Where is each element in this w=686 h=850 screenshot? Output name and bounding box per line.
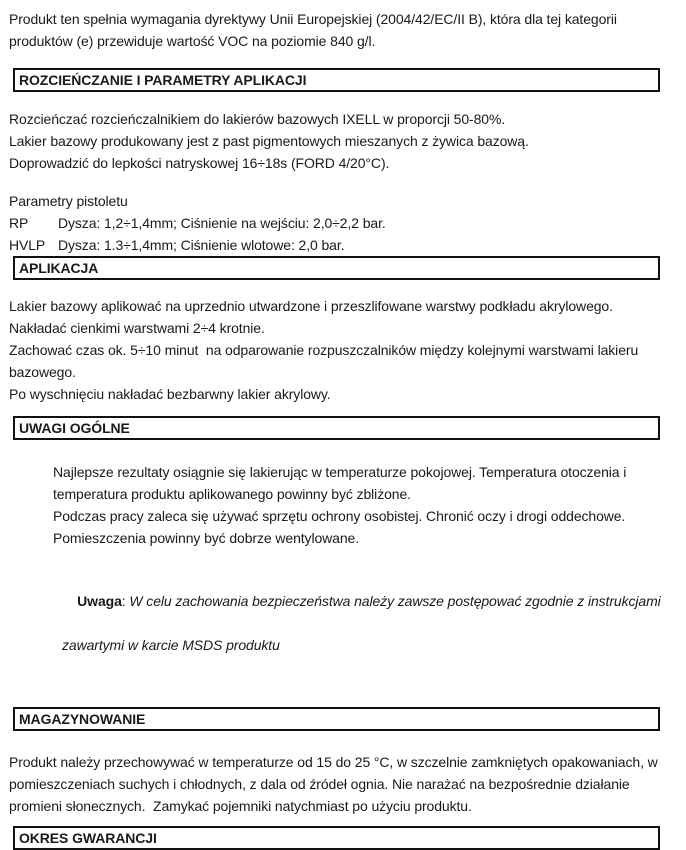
gun-param-row-hvlp [9,234,670,256]
section-title-dilution: ROZCIEŃCZANIE I PARAMETRY APLIKACJI [19,72,307,88]
section-header-application [13,256,660,280]
section-title-warranty: OKRES GWARANCJI [19,830,157,846]
storage-paragraph: Produkt należy przechowywać w temperaturze od 15 do 25 °C, w szczelnie zamkniętych opakowaniach, w pomieszczeniach suchych i chłodnych, z dala od źródeł ognia. Nie narażać na bezpośrednie działanie promieni słonecznych. Zamykać pojemniki natychmiast po użyciu produktu. [9,754,662,814]
section-header-general-notes [13,416,660,440]
dilution-paragraph: Doprowadzić do lepkości natryskowej 16÷18s (FORD 4/20°C). [9,155,390,171]
section-title-application: APLIKACJA [19,260,99,276]
warning-note-label: Uwaga [77,593,122,609]
section-header-warranty [13,826,660,850]
section-title-storage: MAGAZYNOWANIE [19,711,146,727]
dilution-paragraph: Rozcieńczać rozcieńczalnikiem do lakierów bazowych IXELL w proporcji 50-80%. [9,111,506,127]
application-paragraph: Nakładać cienkimi warstwami 2÷4 krotnie. [9,320,265,336]
gun-param-row-rp [9,212,670,234]
dilution-paragraph: Lakier bazowy produkowany jest z past pigmentowych mieszanych z żywica bazową. [9,133,529,149]
application-paragraph: Zachować czas ok. 5÷10 minut na odparowanie rozpuszczalników między kolejnymi warstwami lakieru bazowego. [9,342,642,380]
gun-type-label: RP [9,215,29,231]
gun-type-label: HVLP [9,237,46,253]
warning-note-colon: : [121,593,130,609]
general-note-paragraph: Pomieszczenia powinny być dobrze wentylowane. [53,530,359,546]
section-header-storage [13,707,660,731]
general-note-paragraph: Najlepsze rezultaty osiągnie się lakierując w temperaturze pokojowej. Temperatura otoczenia i temperatura produktu aplikowanego powinny być zbliżone. [53,464,631,502]
general-note-paragraph: Podczas pracy zaleca się używać sprzętu ochrony osobistej. Chronić oczy i drogi oddechowe. [53,508,626,524]
intro-paragraph: Produkt ten spełnia wymagania dyrektywy Unii Europejskiej (2004/42/EC/II B), która dla tej kategorii produktów (e) przewiduje wartość VOC na poziomie 840 g/l. [9,11,621,49]
warning-note-text-line2: zawartymi w karcie MSDS produktu [62,637,280,653]
gun-param-value: Dysza: 1.3÷1,4mm; Ciśnienie wlotowe: 2,0 bar. [58,237,345,253]
warning-note [9,568,670,700]
gun-param-value: Dysza: 1,2÷1,4mm; Ciśnienie na wejściu: 2,0÷2,2 bar. [58,215,386,231]
application-paragraph: Po wyschnięciu nakładać bezbarwny lakier akrylowy. [9,386,331,402]
warning-note-text-line1: W celu zachowania bezpieczeństwa należy zawsze postępować zgodnie z instrukcjami [129,593,661,609]
application-section-body [9,295,670,405]
storage-section-body [9,751,670,817]
section-title-general-notes: UWAGI OGÓLNE [19,420,130,436]
dilution-section-body [9,108,670,174]
general-notes-section-body [9,461,670,549]
gun-params-title: Parametry pistoletu [9,193,128,209]
application-paragraph: Lakier bazowy aplikować na uprzednio utwardzone i przeszlifowane warstwy podkładu akrylowego. [9,298,613,314]
section-header-dilution [13,68,660,92]
